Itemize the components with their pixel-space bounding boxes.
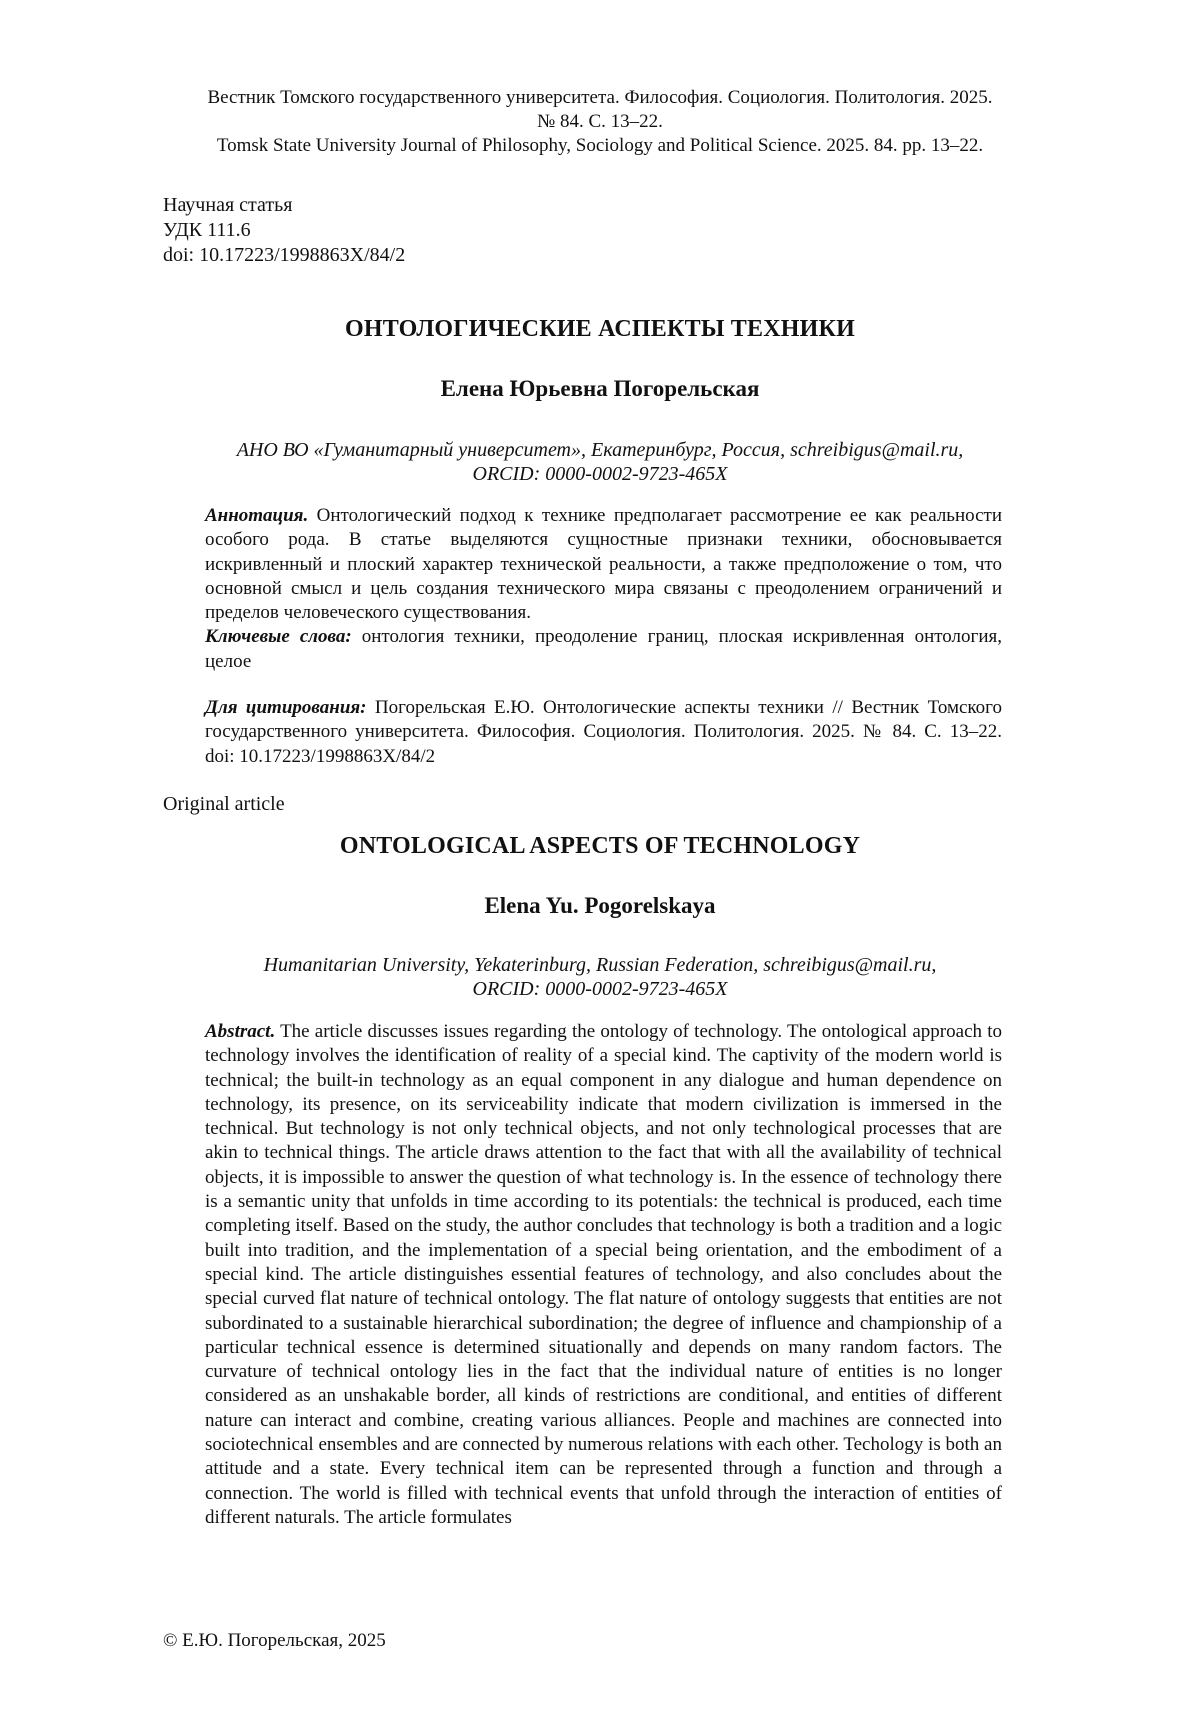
abstract-en-text: The article discusses issues regarding the ontology of technology. The ontological approach to technology involves the identification of reality of a special kind. The captivity of the modern world is technical; the built-in technology as an equal component in any dialogue and human dependence on technology, its presence, on its serviceability indicate that modern civilization is immersed in the technical. But technology is not only technical objects, and not only technological processes that are akin to technical things. The article draws attention to the fact that with all the availability of technical objects, it is impossible to answer the question of what technology is. In the essence of technology there is a semantic unity that unfolds in time according to its potentials: the technical is produced, each time completing itself. Based on the study, the author concludes that technology is both a tradition and a logic built into tradition, and the implementation of a special being orientation, and the embodiment of a special kind. The article distinguishes essential features of technology, and also concludes about the special curved flat nature of technical ontology. The flat nature of ontology suggests that entities are not subordinated to a sustainable hierarchical subordination; the degree of influence and championship of a particular technical essence is determined situationally and depends on many random factors. The curvature of technical ontology lies in the fact that the individual nature of entities is no longer considered as an unshakable border, all kinds of restrictions are conditional, and entities of different nature can interact and combine, creating various alliances. People and machines are connected into sociotechnical ensembles and are connected by numerous relations with each other. Techology is both an attitude and a state. Every technical item can be represented through a function and through a connection. The world is filled with technical events that unfold through the interaction of entities of different naturals. The article formulates <box>205 1021 1002 1528</box>
author-en: Elena Yu. Pogorelskaya <box>484 893 716 918</box>
citation-ru-text: Погорельская Е.Ю. Онтологические аспекты техники // Вестник Томского государственного университета. Философия. Социология. Политология. 2025. № 84. С. 13–22. doi: 10.17223/1998863X/84/2 <box>205 697 1003 767</box>
author-ru: Елена Юрьевна Погорельская <box>440 376 760 401</box>
article-meta <box>163 193 405 268</box>
abstract-en-paragraph <box>205 1020 1002 1530</box>
abstract-ru-paragraph <box>205 504 1002 625</box>
affiliation-en-line1: Humanitarian University, Yekaterinburg, Russian Federation, schreibigus@mail.ru, <box>263 954 937 976</box>
affiliation-ru-line1: АНО ВО «Гуманитарный университет», Екатеринбург, Россия, schreibigus@mail.ru, <box>236 439 964 461</box>
title-ru: ОНТОЛОГИЧЕСКИЕ АСПЕКТЫ ТЕХНИКИ <box>345 316 855 342</box>
article-type-en: Original article <box>163 793 285 815</box>
abstract-ru <box>205 504 1002 674</box>
affiliation-ru <box>150 438 1050 486</box>
udc-code: УДК 111.6 <box>163 219 251 241</box>
citation-ru <box>205 696 1002 769</box>
title-en: ONTOLOGICAL ASPECTS OF TECHNOLOGY <box>339 833 861 859</box>
citation-ru-label: Для цитирования: <box>205 697 367 718</box>
abstract-en <box>205 1020 1002 1530</box>
article-type-ru: Научная статья <box>163 194 293 216</box>
keywords-ru-paragraph <box>205 625 1002 674</box>
journal-header-en-line: Tomsk State University Journal of Philosophy, Sociology and Political Science. 2025. 84. pp. 13–22. <box>216 135 984 156</box>
citation-ru-paragraph <box>205 696 1002 769</box>
orcid-en: ORCID: 0000-0002-9723-465X <box>472 978 728 1000</box>
journal-header <box>150 86 1050 158</box>
journal-header-ru-line2: № 84. С. 13–22. <box>537 111 663 132</box>
abstract-en-label: Abstract. <box>205 1021 276 1042</box>
journal-header-ru-line1: Вестник Томского государственного университета. Философия. Социология. Политология. 2025. <box>207 87 993 108</box>
keywords-ru-text: онтология техники, преодоление границ, плоская искривленная онтология, целое <box>205 626 1002 672</box>
keywords-ru-label: Ключевые слова: <box>205 626 352 648</box>
abstract-ru-label: Аннотация. <box>205 505 309 526</box>
abstract-ru-text: Онтологический подход к технике предполагает рассмотрение ее как реальности особого рода. В статье выделяются сущностные признаки техники, обосновывается искривленный и плоский характер технической реальности, а также предположение о том, что основной смысл и цель создания технического мира связаны с преодолением ограничений и пределов человеческого существования. <box>205 505 1003 624</box>
affiliation-en <box>150 953 1050 1001</box>
copyright-notice: © Е.Ю. Погорельская, 2025 <box>163 1630 386 1651</box>
doi: doi: 10.17223/1998863X/84/2 <box>163 244 406 266</box>
orcid-ru: ORCID: 0000-0002-9723-465X <box>472 463 728 485</box>
